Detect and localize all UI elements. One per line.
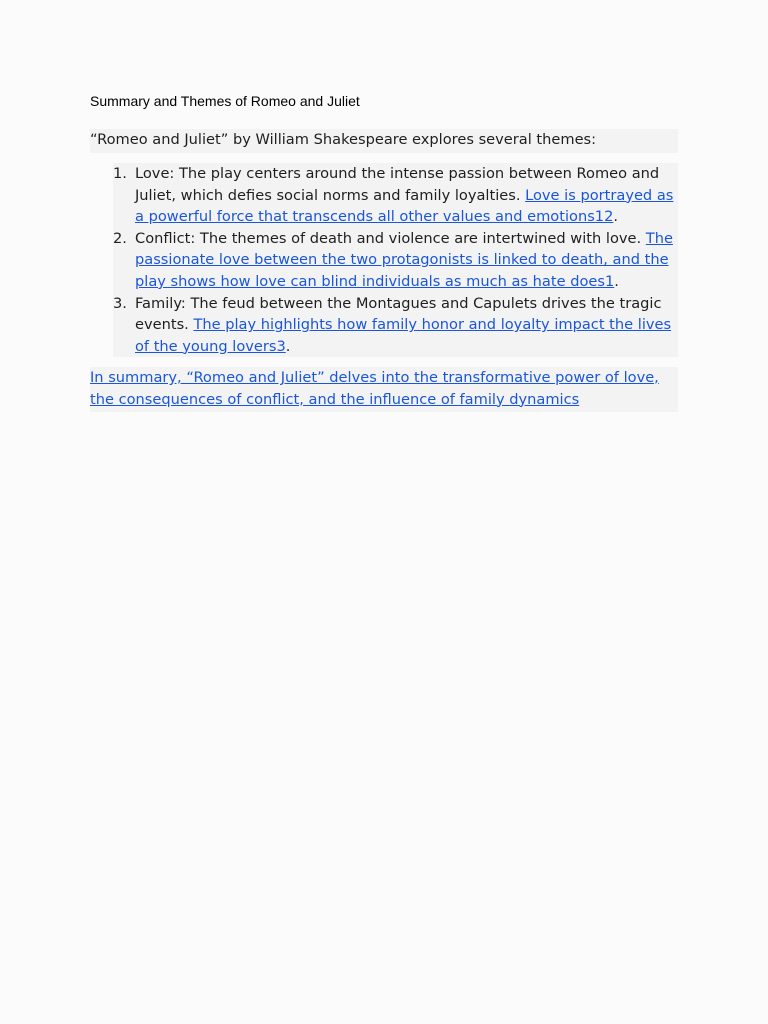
citation-link[interactable]: The passionate love between the two protagonists is linked to death, and the play shows how love can blind individuals as much as hate does1: [135, 229, 673, 290]
theme-text: Family: The feud between the Montagues and Capulets drives the tragic events.: [135, 294, 662, 334]
theme-item-family: [113, 293, 678, 358]
summary-link[interactable]: In summary, “Romeo and Juliet” delves into the transformative power of love, the consequences of conflict, and the influence of family dynamics: [90, 369, 659, 408]
themes-list-block: [113, 163, 678, 357]
theme-text: Conflict: The themes of death and violence are intertwined with love.: [135, 229, 646, 247]
theme-suffix: .: [285, 337, 291, 355]
intro-text: “Romeo and Juliet” by William Shakespeare explores several themes:: [90, 131, 597, 148]
theme-item-conflict: [113, 228, 678, 293]
document-title: Summary and Themes of Romeo and Juliet: [90, 93, 360, 109]
theme-text: Love: The play centers around the intense passion between Romeo and Juliet, which defies social norms and family loyalties.: [135, 165, 660, 204]
citation-link[interactable]: The play highlights how family honor and loyalty impact the lives of the young lovers3: [135, 316, 672, 355]
list-number: 3.: [113, 294, 127, 312]
theme-item-love: [113, 163, 678, 228]
summary-paragraph: [90, 367, 678, 412]
citation-link[interactable]: Love is portrayed as a powerful force that transcends all other values and emotions12: [135, 186, 674, 226]
theme-suffix: .: [613, 208, 619, 226]
intro-paragraph: [90, 129, 678, 153]
themes-list: [113, 163, 678, 357]
list-number: 2.: [113, 229, 127, 247]
list-number: 1.: [113, 165, 127, 182]
theme-suffix: .: [614, 272, 619, 290]
